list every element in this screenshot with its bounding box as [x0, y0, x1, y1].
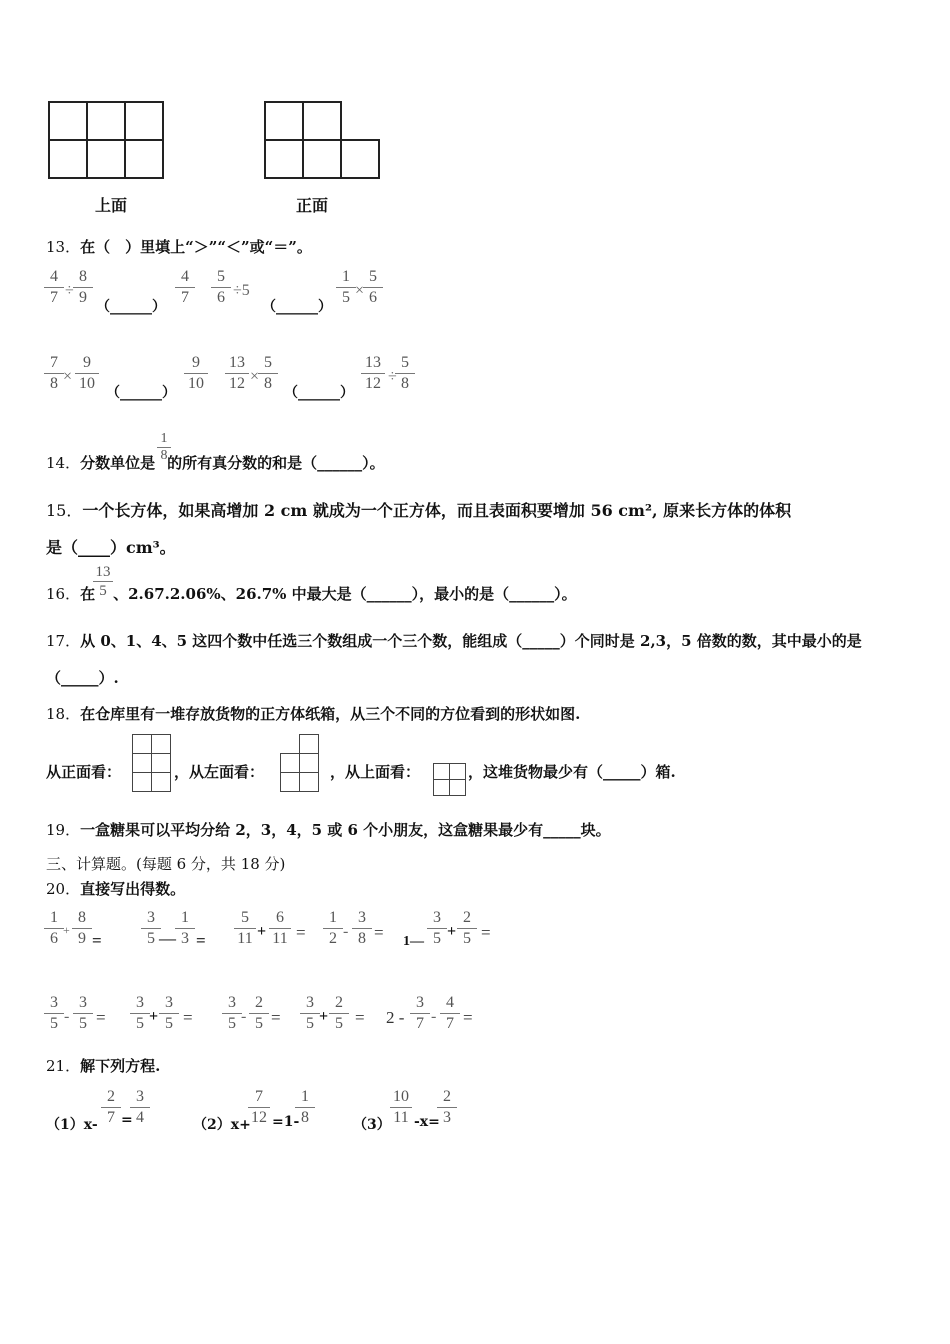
q18-line1: 18．在仓库里有一堆存放货物的正方体纸箱，从三个不同的方位看到的形状如图. [46, 705, 581, 723]
minus-x-equals: -x= [414, 1114, 440, 1130]
minus-sign: - [241, 1008, 247, 1025]
answer-blank[interactable]: （______） [262, 299, 332, 315]
answer-blank[interactable]: （______） [106, 385, 176, 401]
fraction: 3 8 [351, 909, 373, 948]
fraction: 13 12 [224, 354, 250, 393]
fraction: 7 12 [247, 1088, 271, 1127]
q18-top-view [433, 763, 465, 795]
q18-tail: ，这堆货物最少有（_____）箱. [468, 763, 676, 781]
fraction: 3 4 [129, 1088, 151, 1127]
q19-prompt: 19．一盒糖果可以平均分给 2，3，4，5 或 6 个小朋友，这盒糖果最少有_____块。 [46, 821, 611, 839]
equation-2-label: （2）x+ [193, 1117, 251, 1133]
plus-sign: + [257, 923, 267, 940]
answer-blank[interactable]: （______） [96, 299, 166, 315]
fraction: 1 2 [322, 909, 344, 948]
plus-sign: + [63, 923, 70, 937]
front-view-caption: 正面 [296, 196, 329, 215]
q18-left-label: ，从左面看： [174, 763, 265, 781]
fraction: 9 10 [74, 354, 100, 393]
fraction: 10 11 [389, 1088, 413, 1127]
q16-prompt: 16．在 、2.67.2.06%、26.7% 中最大是（______），最小的是（______）。 [46, 585, 577, 603]
fraction: 3 5 [129, 994, 151, 1033]
fraction: 13 5 [92, 564, 114, 599]
equals-sign: = [296, 923, 306, 942]
times-sign: × [250, 368, 260, 385]
equals-sign: = [374, 923, 384, 942]
fraction: 4 7 [174, 268, 196, 307]
fraction: 3 5 [72, 994, 94, 1033]
minus-sign: - [343, 923, 349, 940]
fraction: 8 9 [72, 268, 94, 307]
answer-blank[interactable]: （______） [284, 385, 354, 401]
equals-sign: = [196, 931, 206, 950]
equals-sign: = [121, 1112, 133, 1128]
fraction: 9 10 [183, 354, 209, 393]
fraction: 3 7 [409, 994, 431, 1033]
equals-one-minus: =1- [272, 1114, 300, 1130]
q17-line2: （_____）. [46, 669, 119, 687]
minus-sign: - [431, 1008, 437, 1025]
fraction: 5 8 [257, 354, 279, 393]
fraction: 1 5 [335, 268, 357, 307]
fraction: 1 6 [43, 909, 65, 948]
divide-five: ÷5 [233, 282, 250, 299]
plus-sign: + [319, 1008, 329, 1025]
q21-prompt: 21．解下列方程. [46, 1057, 161, 1075]
equals-sign: = [463, 1008, 473, 1027]
q20-prompt: 20．直接写出得数。 [46, 880, 186, 898]
fraction: 3 5 [158, 994, 180, 1033]
q18-top-label: ，从上面看： [330, 763, 421, 781]
top-view-figure [48, 101, 164, 179]
q18-left-view [280, 734, 320, 792]
fraction: 2 5 [456, 909, 478, 948]
q14-prompt: 14．分数单位是 的所有真分数的和是（______）。 [46, 454, 385, 472]
two-minus: 2 - [386, 1008, 405, 1027]
section-3-heading: 三、计算题。(每题 6 分，共 18 分) [46, 855, 286, 873]
q15-line1: 15．一个长方体，如果高增加 2 cm 就成为一个正方体，而且表面积要增加 56 cm², 原来长方体的体积 [46, 501, 792, 520]
plus-sign: + [149, 1008, 159, 1025]
q18-front-view [132, 734, 172, 792]
fraction: 1 8 [294, 1088, 316, 1127]
fraction: 2 3 [436, 1088, 458, 1127]
minus-sign: — [159, 929, 176, 948]
equation-1-label: （1）x- [46, 1117, 98, 1133]
equals-sign: = [183, 1008, 193, 1027]
top-view-caption: 上面 [95, 196, 128, 215]
equation-3-label: （3） [353, 1117, 391, 1133]
unit-fraction: 1 8 [156, 432, 172, 463]
fraction: 5 6 [210, 268, 232, 307]
plus-sign: + [447, 923, 457, 940]
q13-prompt: 13．在（ ）里填上“＞”“＜”或“＝”。 [46, 238, 312, 256]
fraction: 3 5 [140, 909, 162, 948]
times-sign: × [355, 282, 365, 299]
fraction: 8 9 [71, 909, 93, 948]
equals-sign: = [355, 1008, 365, 1027]
fraction: 3 5 [299, 994, 321, 1033]
fraction: 2 5 [328, 994, 350, 1033]
q18-front-label: 从正面看： [46, 763, 122, 781]
divide-sign: ÷ [65, 282, 74, 299]
fraction: 13 12 [360, 354, 386, 393]
fraction: 5 11 [233, 909, 257, 948]
fraction: 3 5 [426, 909, 448, 948]
fraction: 2 7 [100, 1088, 122, 1127]
equals-sign: = [481, 923, 491, 942]
fraction: 3 5 [221, 994, 243, 1033]
equals-sign: = [96, 1008, 106, 1027]
front-view-figure [264, 101, 380, 179]
fraction: 1 3 [174, 909, 196, 948]
fraction: 5 8 [394, 354, 416, 393]
fraction: 6 11 [268, 909, 292, 948]
fraction: 4 7 [43, 268, 65, 307]
q15-line2: 是（____）cm³。 [46, 538, 176, 557]
minus-sign: - [64, 1008, 70, 1025]
q17-line1: 17．从 0、1、4、5 这四个数中任选三个数组成一个三个数，能组成（_____）个同时是 2,3，5 倍数的数，其中最小的是 [46, 632, 862, 650]
fraction: 5 6 [362, 268, 384, 307]
equals-sign: = [92, 931, 102, 950]
fraction: 7 8 [43, 354, 65, 393]
fraction: 4 7 [439, 994, 461, 1033]
fraction: 3 5 [43, 994, 65, 1033]
fraction: 2 5 [248, 994, 270, 1033]
divide-sign: ÷ [388, 368, 397, 385]
equals-sign: = [271, 1008, 281, 1027]
times-sign: × [63, 368, 73, 385]
one-minus: 1— [403, 934, 424, 949]
